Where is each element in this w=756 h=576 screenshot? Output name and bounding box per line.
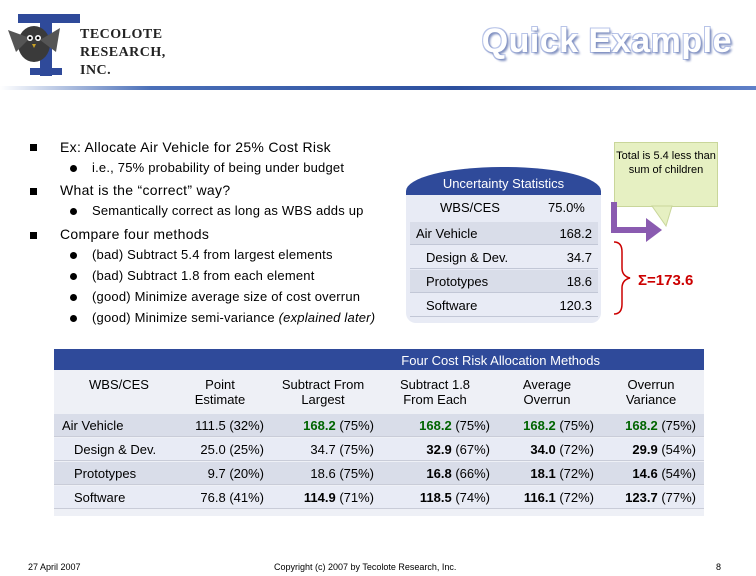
bullet-square-icon [30,144,37,151]
table-cell [490,418,594,433]
col-header-line: Estimate [194,392,246,407]
methods-table-title-bar [54,349,704,371]
company-name [80,26,180,80]
bullet-square-icon [30,188,37,195]
table-cell [164,418,264,433]
uncertainty-row [410,246,598,269]
table-cell [594,442,696,457]
cell-pct: (72%) [555,490,594,505]
col-header-line: Overrun [523,392,571,407]
uncertainty-stats-title: Uncertainty Statistics [406,167,601,197]
table-cell [490,490,594,505]
cell-pct: (75%) [657,418,696,433]
col-header-line: Largest [301,392,345,407]
col-header-avg-overrun [492,377,602,407]
table-cell [378,466,490,481]
cell-value: 76.8 [200,490,226,505]
cell-pct: (32%) [225,418,264,433]
footer-page-number: 8 [716,562,722,572]
table-cell [264,490,374,505]
table-row-name: Design & Dev. [74,442,157,457]
table-cell [378,418,490,433]
bullet-2-text: What is the “correct” way? [60,182,231,198]
uncertainty-row [410,222,598,245]
col-header-point [170,377,270,407]
table-cell [594,418,696,433]
uncertainty-row-name: Software [426,298,478,313]
bullet-3-text: Compare four methods [60,226,210,242]
cell-value: 168.2 [419,418,452,433]
bullet-1-text: Ex: Allocate Air Vehicle for 25% Cost Risk [60,139,331,155]
cell-pct: (25%) [225,442,264,457]
cell-value: 18.6 [310,466,336,481]
bullet-1-sub-1: i.e., 75% probability of being under budget [92,160,345,175]
cell-value: 29.9 [632,442,658,457]
title-underline [0,86,756,90]
bullet-3-sub-2: (bad) Subtract 1.8 from each element [92,268,315,283]
cell-pct: (72%) [555,466,594,481]
cell-value: 118.5 [419,490,452,505]
cell-value: 123.7 [625,490,658,505]
bullet-dot-icon [70,273,77,280]
footer-copyright: Copyright (c) 2007 by Tecolote Research, Inc. [274,562,457,572]
bullet-dot-icon [70,252,77,259]
cell-value: 34.7 [310,442,336,457]
cell-value: 9.7 [207,466,226,481]
table-cell [378,442,490,457]
cell-pct: (75%) [335,418,374,433]
uncertainty-row-value: 34.7 [566,250,592,265]
sigma-sum: Σ=173.6 [638,272,694,289]
col-header-line: Point [205,377,235,392]
company-name-line2: RESEARCH, INC. [80,45,166,78]
uncertainty-row-name: Design & Dev. [426,250,509,265]
methods-table-title: Four Cost Risk Allocation Methods [401,353,600,368]
cell-value: 168.2 [523,418,556,433]
cell-pct: (75%) [451,418,490,433]
table-cell [490,442,594,457]
uncertainty-col-wbs: WBS/CES [440,200,500,215]
cell-value: 18.1 [530,466,556,481]
uncertainty-row-name: Prototypes [426,274,489,289]
cell-value: 16.8 [426,466,452,481]
cell-pct: (67%) [451,442,490,457]
table-cell [264,466,374,481]
table-cell [264,442,374,457]
cell-pct: (66%) [451,466,490,481]
uncertainty-row-value: 120.3 [559,298,592,313]
bullet-2-sub-1: Semantically correct as long as WBS adds up [92,203,364,218]
bullet-3-sub-3: (good) Minimize average size of cost overrun [92,289,361,304]
cell-pct: (54%) [657,442,696,457]
uncertainty-row-value: 168.2 [559,226,592,241]
cell-pct: (20%) [225,466,264,481]
cell-value: 114.9 [303,490,336,505]
cell-value: 25.0 [200,442,226,457]
table-cell [164,466,264,481]
uncertainty-row [410,270,598,293]
company-name-line1: TECOLOTE [80,27,163,42]
uncertainty-col-pct: 75.0% [548,200,585,215]
bullet-dot-icon [70,208,77,215]
bullet-dot-icon [70,315,77,322]
bullet-3-sub-4 [92,310,375,325]
col-header-line: From Each [403,392,467,407]
cell-value: 14.6 [632,466,658,481]
annotation-graphics [600,196,740,326]
callout-note: Total is 5.4 less than sum of children [614,142,718,207]
footer-date: 27 April 2007 [28,562,81,572]
table-row-name: Prototypes [74,466,137,481]
bullet-3-sub-4-text: (good) Minimize semi-variance [92,310,279,325]
col-header-line: Overrun [627,377,675,392]
col-header-overrun-variance [596,377,706,407]
bullet-3-sub-1: (bad) Subtract 5.4 from largest elements [92,247,333,262]
table-cell [594,490,696,505]
uncertainty-row-name: Air Vehicle [416,226,478,241]
table-cell [164,442,264,457]
table-cell [490,466,594,481]
col-header-subtract-largest [268,377,378,407]
table-cell [164,490,264,505]
table-row-name: Air Vehicle [62,418,124,433]
cell-value: 168.2 [625,418,658,433]
cell-pct: (75%) [335,442,374,457]
cell-pct: (54%) [657,466,696,481]
bullet-dot-icon [70,165,77,172]
col-header-line: Subtract 1.8 [399,377,471,392]
bullet-square-icon [30,232,37,239]
cell-pct: (77%) [657,490,696,505]
cell-value: 116.1 [523,490,556,505]
cell-value: 34.0 [530,442,556,457]
col-header-subtract-each [380,377,490,407]
cell-pct: (75%) [335,466,374,481]
cell-value: 168.2 [303,418,336,433]
table-cell [264,418,374,433]
cell-value: 111.5 [195,418,226,433]
bullet-3-sub-4-note: (explained later) [278,310,376,325]
bullet-dot-icon [70,294,77,301]
cell-pct: (41%) [225,490,264,505]
cell-value: 32.9 [426,442,452,457]
col-header-wbs: WBS/CES [89,377,149,392]
uncertainty-row-value: 18.6 [566,274,592,289]
page-title: Quick Example [481,22,732,60]
cell-pct: (71%) [335,490,374,505]
col-header-line: Average [522,377,572,392]
table-cell [594,466,696,481]
uncertainty-row [410,294,598,317]
cell-pct: (75%) [555,418,594,433]
cell-pct: (74%) [451,490,490,505]
table-cell [378,490,490,505]
cell-pct: (72%) [555,442,594,457]
col-header-line: Variance [625,392,677,407]
table-row-name: Software [74,490,126,505]
col-header-line: Subtract From [281,377,365,392]
